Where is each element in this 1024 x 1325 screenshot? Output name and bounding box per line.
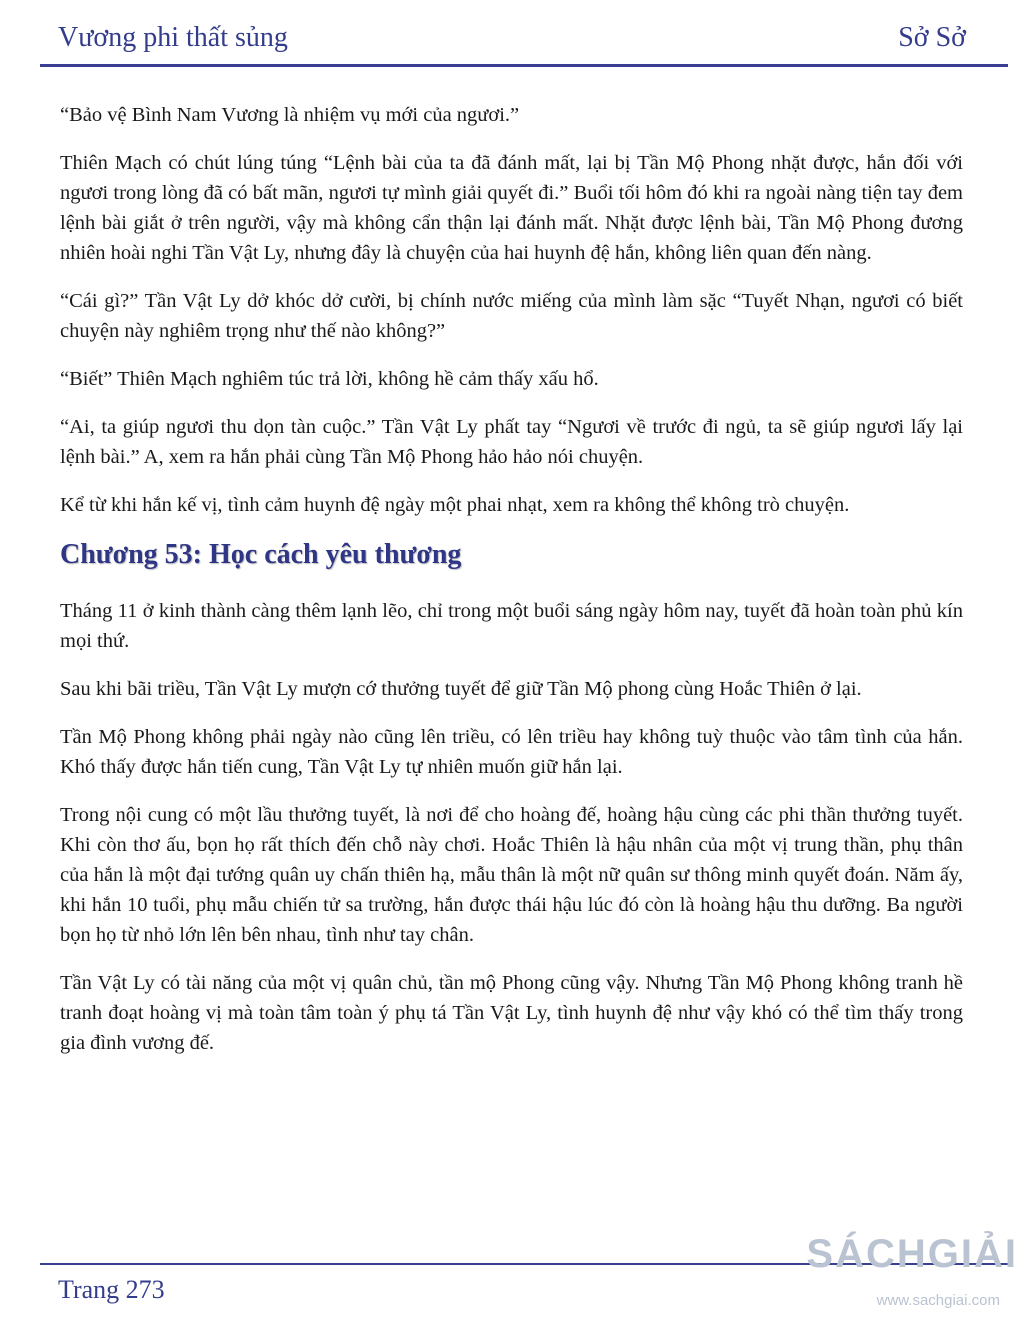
header-author: Sở Sở [898, 22, 966, 53]
watermark-logo-text: SÁCHGIẢI [806, 1232, 1018, 1276]
paragraph: Sau khi bãi triều, Tần Vật Ly mượn cớ thưởng tuyết để giữ Tần Mộ phong cùng Hoắc Thiên ở lại. [60, 678, 862, 700]
paragraph: “Biết” Thiên Mạch nghiêm túc trả lời, không hề cảm thấy xấu hổ. [60, 368, 599, 390]
paragraph: Tần Vật Ly có tài năng của một vị quân chủ, tần mộ Phong cũng vậy. Nhưng Tần Mộ Phong không tranh hề tranh đoạt hoàng vị mà toàn tâm toàn ý phụ tá Tần Vật Ly, tình huynh đệ như vậy khó có thể tìm thấy trong gia đình vương đế. [60, 972, 963, 1054]
header-divider [40, 64, 1008, 67]
watermark-url: www.sachgiai.com [876, 1292, 1000, 1309]
paragraph: “Bảo vệ Bình Nam Vương là nhiệm vụ mới của ngươi.” [60, 104, 520, 126]
chapter-title: Chương 53: Học cách yêu thương [60, 539, 462, 570]
page-number: Trang 273 [58, 1275, 165, 1304]
paragraph: Trong nội cung có một lầu thưởng tuyết, là nơi để cho hoàng đế, hoàng hậu cùng các phi thần thưởng tuyết. Khi còn thơ ấu, bọn họ rất thích đến chỗ này chơi. Hoắc Thiên là hậu nhân của một vị trung thần, phụ thân của hắn là một đại tướng quân uy chấn thiên hạ, mẫu thân là một nữ quân sư thông minh quyết đoán. Năm ấy, khi hắn 10 tuổi, phụ mẫu chiến tử sa trường, hắn được thái hậu lúc đó còn là hoàng hậu thu dưỡng. Ba người bọn họ từ nhỏ lớn lên bên nhau, tình như tay chân. [60, 804, 963, 946]
header-book-title: Vương phi thất sủng [58, 22, 288, 53]
paragraph: Kể từ khi hắn kế vị, tình cảm huynh đệ ngày một phai nhạt, xem ra không thể không trò chuyện. [60, 494, 850, 516]
paragraph: “Ai, ta giúp ngươi thu dọn tàn cuộc.” Tần Vật Ly phất tay “Ngươi về trước đi ngủ, ta sẽ giúp ngươi lấy lại lệnh bài.” A, xem ra hắn phải cùng Tần Mộ Phong hảo hảo nói chuyện. [60, 416, 963, 468]
paragraph: Tần Mộ Phong không phải ngày nào cũng lên triều, có lên triều hay không tuỳ thuộc vào tâm tình của hắn. Khó thấy được hắn tiến cung, Tần Vật Ly tự nhiên muốn giữ hắn lại. [60, 726, 963, 778]
page-content [60, 100, 963, 1076]
paragraph: “Cái gì?” Tần Vật Ly dở khóc dở cười, bị chính nước miếng của mình làm sặc “Tuyết Nhạn, ngươi có biết chuyện này nghiêm trọng như thế nào không?” [60, 290, 963, 342]
watermark-logo [806, 1232, 1018, 1316]
paragraph: Thiên Mạch có chút lúng túng “Lệnh bài của ta đã đánh mất, lại bị Tần Mộ Phong nhặt được, hắn đối với ngươi trong lòng đã có bất mãn, ngươi tự mình giải quyết đi.” Buổi tối hôm đó khi ra ngoài nàng tiện tay đem lệnh bài giắt ở trên người, vậy mà không cẩn thận lại đánh mất. Nhặt được lệnh bài, Tần Mộ Phong đương nhiên hoài nghi Tần Vật Ly, nhưng đây là chuyện của hai huynh đệ hắn, không liên quan đến nàng. [60, 152, 963, 264]
paragraph: Tháng 11 ở kinh thành càng thêm lạnh lẽo, chỉ trong một buổi sáng ngày hôm nay, tuyết đã hoàn toàn phủ kín mọi thứ. [60, 600, 963, 652]
